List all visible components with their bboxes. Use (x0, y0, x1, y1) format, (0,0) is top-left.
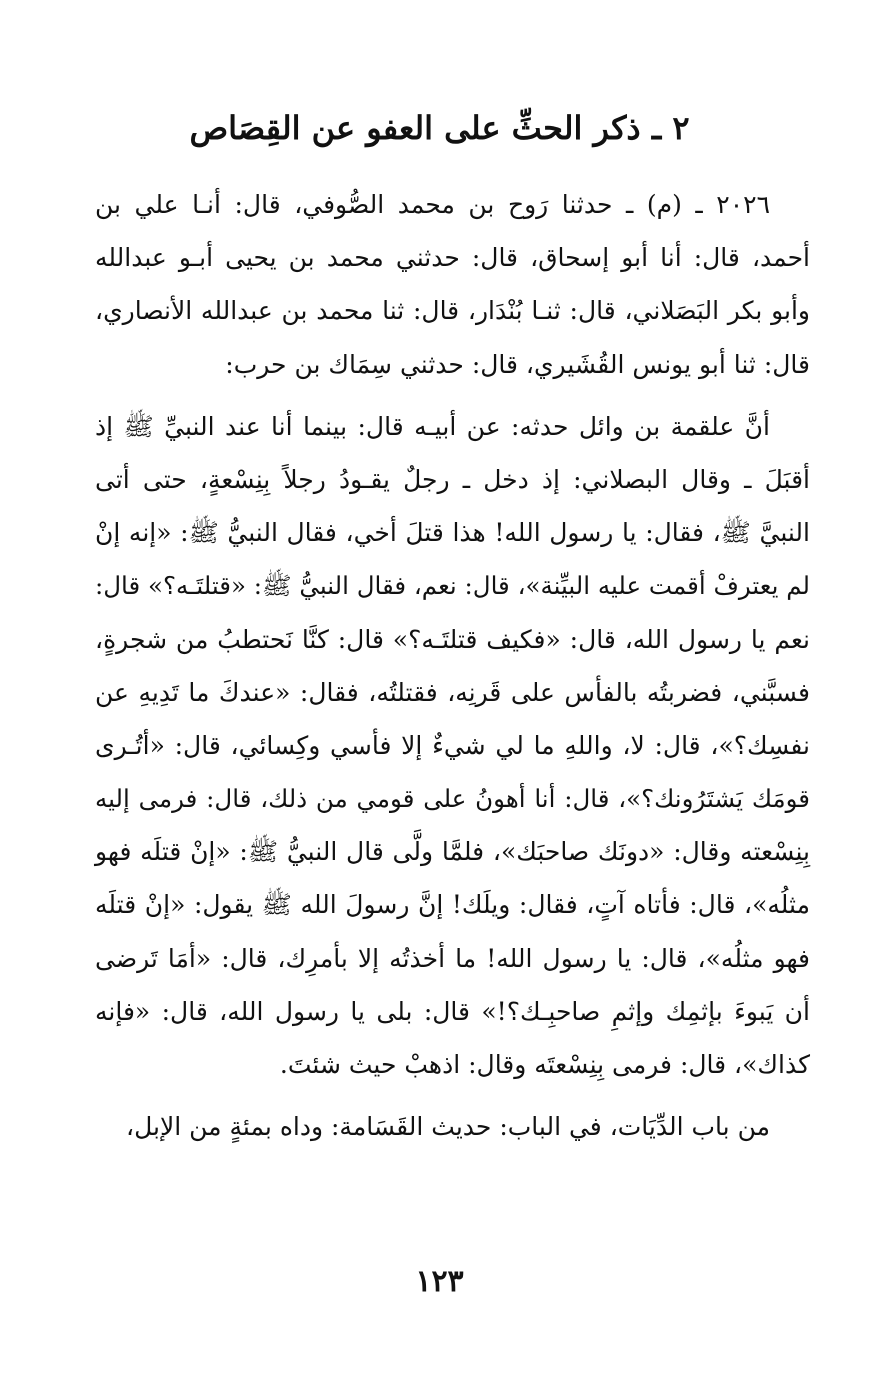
page-number: ١٢٣ (415, 1264, 464, 1299)
text-line: ٢٠٢٦ ـ (م) ـ حدثنا رَوح بن محمد الصُّوفي، قال: أنـا علي بن (95, 190, 770, 219)
text-line: لم يعترفْ أقمت عليه البيِّنة»، قال: نعم، فقال النبيُّ ﷺ: «قتلتَـه؟» قال: (95, 571, 810, 601)
text-line: أن يَبوءَ بإثمِك وإثمِ صاحبِـك؟!» قال: بلى يا رسول الله، قال: «فإنه (95, 996, 810, 1026)
text-line: أنَّ علقمة بن وائل حدثه: عن أبيـه قال: بينما أنا عند النبيِّ ﷺ إذ (95, 411, 770, 441)
paragraph-gap (95, 391, 810, 400)
text-line: نفسِك؟»، قال: لا، واللهِ ما لي شيءٌ إلا فأسي وكِسائي، قال: «أتُـرى (95, 730, 810, 760)
text-line: فسبَّني، فضربتُه بالفأس على قَرنِه، فقتلتُه، فقال: «عندكَ ما تَدِيهِ عن (95, 677, 810, 707)
text-line: من باب الدِّيَات، في الباب: حديث القَسَامة: وداه بمئةٍ من الإبل، (126, 1112, 770, 1142)
text-line: أحمد، قال: أنا أبو إسحاق، قال: حدثني محمد بن يحيى أبـو عبدالله (95, 243, 810, 273)
text-line: كذاك»، قال: فرمى بِنِسْعتَه وقال: اذهبْ حيث شئتَ. (279, 1050, 810, 1079)
text-line: قال: ثنا أبو يونس القُشَيري، قال: حدثني سِمَاك بن حرب: (225, 349, 810, 379)
text-line: النبيَّ ﷺ، فقال: يا رسول الله! هذا قتلَ أخي، فقال النبيُّ ﷺ: «إنه إنْ (95, 518, 810, 548)
text-line: قومَك يَشتَرُونك؟»، قال: أنا أهونُ على قومي من ذلك، قال: فرمى إليه (95, 784, 810, 814)
paragraph-gap (95, 1091, 810, 1100)
text-line: بِنِسْعته وقال: «دونَك صاحبَك»، فلمَّا ولَّى قال النبيُّ ﷺ: «إنْ قتلَه فهو (95, 837, 810, 867)
text-line: نعم يا رسول الله، قال: «فكيف قتلتَـه؟» قال: كنَّا نَحتطبُ من شجرةٍ، (95, 624, 810, 654)
page-body (95, 178, 810, 1153)
text-line: وأبو بكر البَصَلاني، قال: ثنـا بُنْدَار، قال: ثنا محمد بن عبدالله الأنصاري، (95, 296, 810, 326)
text-line: فهو مثلُه»، قال: يا رسول الله! ما أخذتُه إلا بأمرِك، قال: «أمَا تَرضى (95, 943, 810, 973)
chapter-heading: ٢ ـ ذكر الحثِّ على العفو عن القِصَاص (189, 109, 690, 147)
text-line: مثلُه»، قال: فأتاه آتٍ، فقال: ويلَك! إنَّ رسولَ الله ﷺ يقول: «إنْ قتلَه (95, 890, 810, 920)
text-line: أقبَلَ ـ وقال البصلاني: إذ دخل ـ رجلٌ يقـودُ رجلاً بِنِسْعةٍ، حتى أتى (95, 464, 810, 494)
